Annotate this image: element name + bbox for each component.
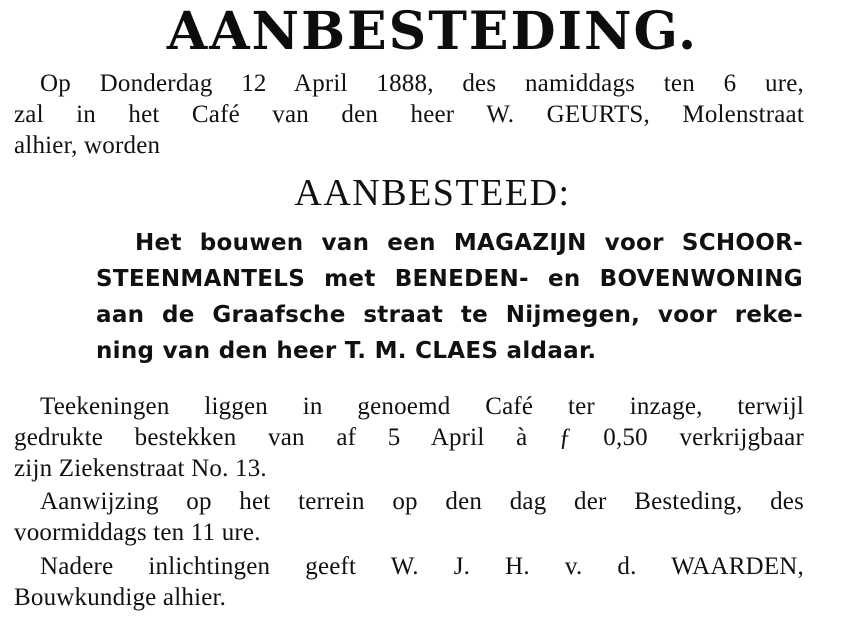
headline: AANBESTEDING. <box>166 1 699 62</box>
drawings-line-1: Teekeningen liggen in genoemd Café ter inzage, terwijl <box>40 393 804 420</box>
project-line-1: Het bouwen van een MAGAZIJN voor SCHOOR- <box>135 230 803 256</box>
site-line-2: voormiddags ten 11 ure. <box>14 519 261 546</box>
drawings-line-2: gedrukte bestekken van af 5 April à ƒ 0,50 verkrijgbaar <box>14 424 804 451</box>
info-line-2: Bouwkundige alhier. <box>14 584 227 611</box>
info-line-1: Nadere inlichtingen geeft W. J. H. v. d. WAARDEN, <box>40 553 804 580</box>
subhead: AANBESTEED: <box>294 172 571 214</box>
project-line-4: ning van den heer T. M. CLAES aldaar. <box>96 338 597 364</box>
intro-line-1: Op Donderdag 12 April 1888, des namiddags ten 6 ure, <box>40 70 804 97</box>
project-line-2: STEENMANTELS met BENEDEN- en BOVENWONING <box>96 266 803 292</box>
intro-line-2: zal in het Café van den heer W. GEURTS, Molenstraat <box>14 101 804 128</box>
intro-line-3: alhier, worden <box>14 132 161 159</box>
site-line-1: Aanwijzing op het terrein op den dag der Besteding, des <box>40 488 804 515</box>
drawings-line-3: zijn Ziekenstraat No. 13. <box>14 455 267 482</box>
project-line-3: aan de Graafsche straat te Nijmegen, voor reke- <box>96 302 803 328</box>
